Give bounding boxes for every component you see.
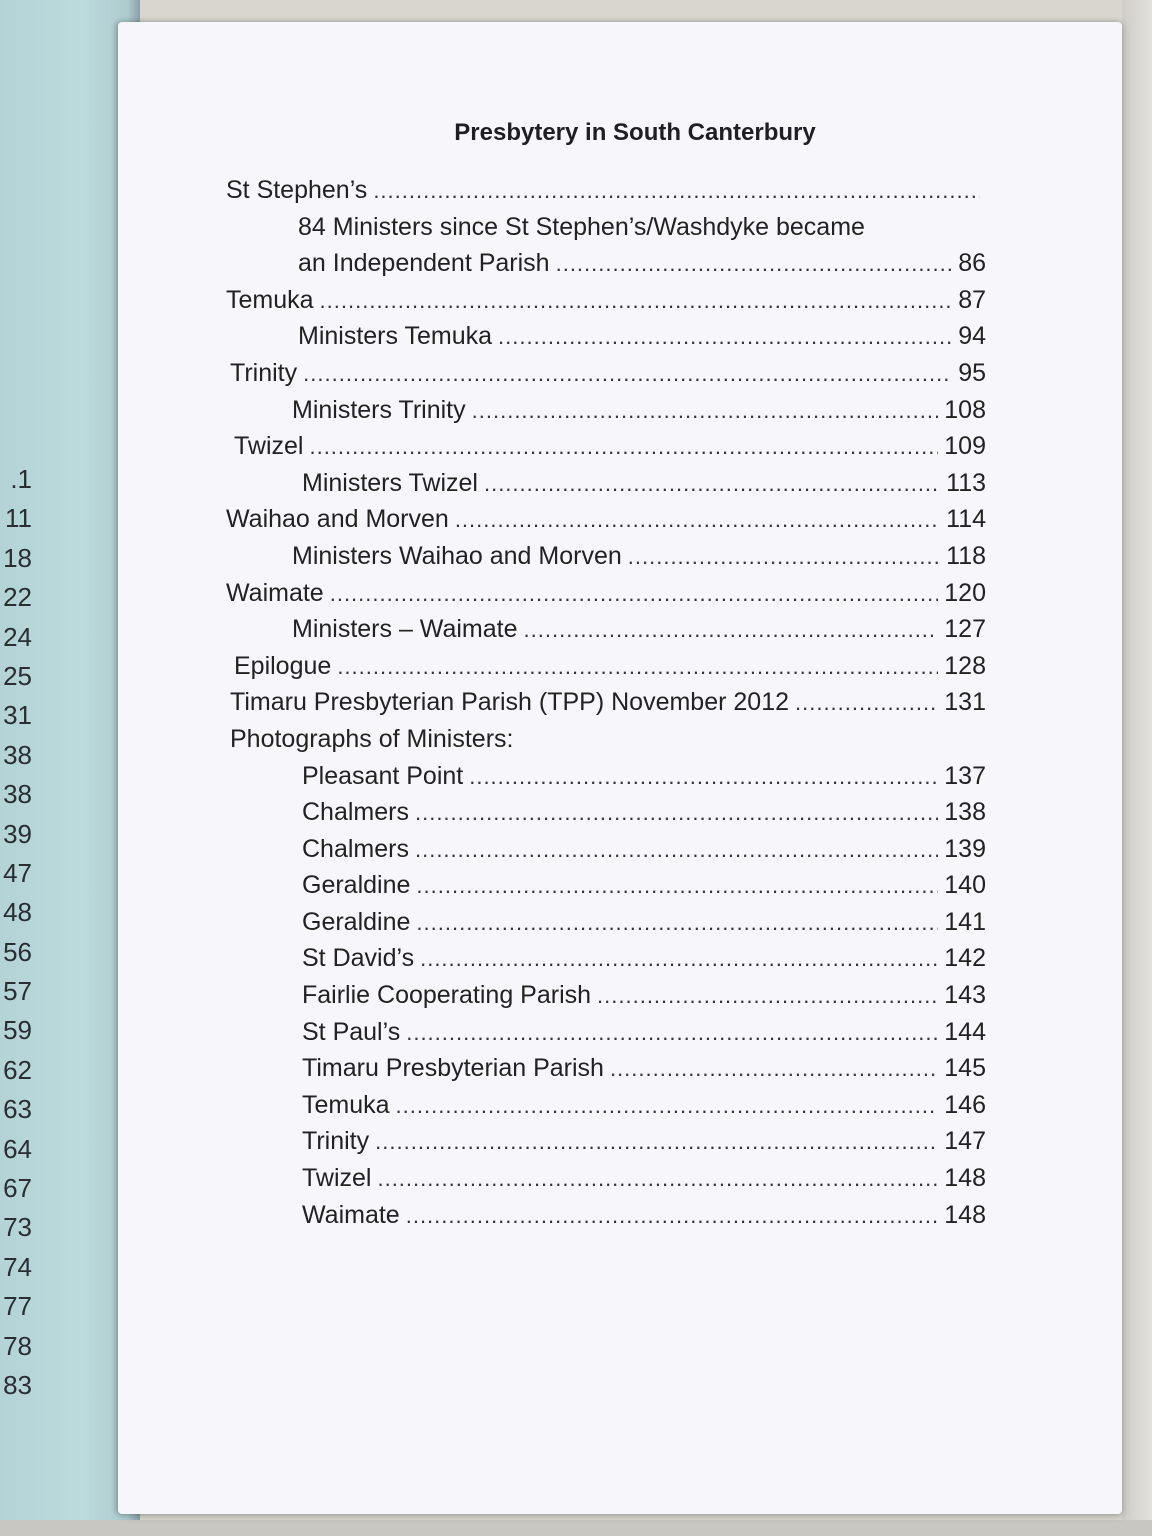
- previous-page-number: 78: [3, 1330, 32, 1361]
- toc-entry-label: Epilogue: [234, 651, 332, 680]
- dot-leader: [415, 795, 938, 832]
- toc-entry-page-number: 140: [944, 871, 986, 900]
- previous-page-number: 56: [3, 936, 32, 967]
- toc-entry: [226, 501, 986, 538]
- toc-entry: [226, 758, 986, 795]
- previous-page-number: 31: [3, 700, 32, 731]
- toc-entry-page-number: 108: [944, 395, 986, 424]
- toc-entry-label: 84 Ministers since St Stephen’s/Washdyke became: [298, 212, 865, 241]
- toc-entry: [226, 209, 986, 246]
- toc-entry-label: St David’s: [302, 944, 415, 973]
- toc-entry-label: Timaru Presbyterian Parish (TPP) November 2012: [230, 688, 789, 717]
- toc-entry-page-number: 118: [946, 541, 986, 570]
- previous-page-number: 77: [3, 1291, 32, 1322]
- previous-page-number: 24: [3, 621, 32, 652]
- toc-entry-page-number: 145: [944, 1054, 986, 1083]
- toc-entry: [226, 611, 986, 648]
- toc-entry-page-number: 142: [944, 944, 986, 973]
- toc-entry-page-number: 87: [958, 285, 986, 314]
- previous-page-number: 11: [5, 503, 32, 534]
- contents-page: [118, 22, 1122, 1514]
- previous-page-number: 59: [3, 1015, 32, 1046]
- toc-entry-label: Photographs of Ministers:: [230, 724, 514, 753]
- toc-entry: [226, 1087, 986, 1124]
- toc-entry-page-number: 141: [944, 907, 986, 936]
- dot-leader: [455, 502, 940, 539]
- toc-entry-label: Timaru Presbyterian Parish: [302, 1054, 604, 1083]
- toc-entry-label: Ministers – Waimate: [292, 615, 518, 644]
- dot-leader: [498, 319, 952, 356]
- toc-entry: [226, 575, 986, 612]
- toc-entry-page-number: 137: [944, 761, 986, 790]
- previous-page-number: 64: [3, 1133, 32, 1164]
- toc-entry: [226, 172, 986, 209]
- toc-entry-page-number: 148: [944, 1200, 986, 1229]
- dot-leader: [377, 1161, 938, 1198]
- previous-page-number: 25: [3, 660, 32, 691]
- previous-page-number: 38: [3, 779, 32, 810]
- previous-page-number: .1: [10, 464, 32, 494]
- dot-leader: [320, 283, 953, 320]
- dot-leader: [416, 868, 938, 905]
- toc-entry-label: Waihao and Morven: [226, 505, 449, 534]
- toc-entry: [234, 428, 986, 465]
- previous-page-number: 39: [3, 818, 32, 849]
- toc-entry: [226, 1197, 986, 1234]
- table-of-contents: [226, 172, 986, 1233]
- previous-page-numbers: [0, 460, 40, 1405]
- toc-entry-page-number: 148: [944, 1164, 986, 1193]
- toc-entry: [226, 794, 986, 831]
- toc-entry-label: Geraldine: [302, 871, 411, 900]
- toc-entry: [226, 538, 986, 575]
- previous-page-number: 73: [3, 1212, 32, 1243]
- dot-leader: [472, 393, 939, 430]
- toc-entry: [226, 318, 986, 355]
- toc-entry-label: Trinity: [302, 1127, 370, 1156]
- toc-entry-label: Temuka: [302, 1090, 390, 1119]
- toc-entry: [226, 1014, 986, 1051]
- dot-leader: [484, 466, 940, 503]
- toc-entry: [230, 355, 986, 392]
- previous-page-number: 47: [3, 857, 32, 888]
- toc-entry-page-number: 131: [944, 688, 986, 717]
- previous-page-number: 62: [3, 1054, 32, 1085]
- dot-leader: [628, 539, 940, 576]
- toc-entry-label: Waimate: [226, 578, 324, 607]
- toc-entry-label: Ministers Trinity: [292, 395, 466, 424]
- toc-entry-page-number: 146: [944, 1090, 986, 1119]
- dot-leader: [406, 1198, 939, 1235]
- toc-entry: [226, 465, 986, 502]
- toc-entry-page-number: 128: [944, 651, 986, 680]
- toc-entry: [226, 831, 986, 868]
- toc-entry-page-number: 120: [944, 578, 986, 607]
- dot-leader: [373, 173, 980, 210]
- toc-entry: [226, 904, 986, 941]
- toc-entry-page-number: 86: [958, 249, 986, 278]
- toc-entry: [226, 1050, 986, 1087]
- toc-entry-label: Twizel: [302, 1164, 372, 1193]
- toc-entry-label: Pleasant Point: [302, 761, 464, 790]
- dot-leader: [375, 1124, 938, 1161]
- toc-entry-label: Temuka: [226, 285, 314, 314]
- dot-leader: [597, 978, 938, 1015]
- dot-leader: [415, 832, 938, 869]
- dot-leader: [396, 1088, 939, 1125]
- toc-entry-label: St Paul’s: [302, 1017, 401, 1046]
- toc-entry-label: Trinity: [230, 358, 298, 387]
- dot-leader: [795, 685, 938, 722]
- previous-page-number: 57: [3, 976, 32, 1007]
- toc-entry-label: Chalmers: [302, 834, 409, 863]
- previous-page-number: 67: [3, 1173, 32, 1204]
- dot-leader: [610, 1051, 938, 1088]
- dot-leader: [337, 649, 938, 686]
- toc-entry-label: Ministers Waihao and Morven: [292, 541, 622, 570]
- dot-leader: [330, 576, 939, 613]
- previous-page-number: 63: [3, 1094, 32, 1125]
- toc-entry-page-number: 113: [946, 468, 986, 497]
- toc-entry: [226, 940, 986, 977]
- toc-entry: [226, 1160, 986, 1197]
- toc-entry-label: Ministers Twizel: [302, 468, 478, 497]
- toc-entry-label: an Independent Parish: [298, 249, 550, 278]
- toc-entry-label: Ministers Temuka: [298, 322, 493, 351]
- toc-entry: [226, 977, 986, 1014]
- dot-leader: [406, 1015, 938, 1052]
- toc-entry-page-number: 143: [944, 981, 986, 1010]
- toc-entry-label: Twizel: [234, 432, 304, 461]
- toc-entry-label: Waimate: [302, 1200, 400, 1229]
- toc-entry-page-number: 95: [958, 358, 986, 387]
- toc-entry-label: Geraldine: [302, 907, 411, 936]
- table-surface-bottom: [0, 1520, 1152, 1536]
- toc-entry-page-number: 144: [944, 1017, 986, 1046]
- dot-leader: [303, 356, 952, 393]
- dot-leader: [309, 429, 938, 466]
- toc-entry-label: Chalmers: [302, 798, 409, 827]
- dot-leader: [524, 612, 939, 649]
- toc-entry: [230, 721, 986, 758]
- toc-entry: [226, 245, 986, 282]
- toc-entry-page-number: 138: [944, 798, 986, 827]
- previous-page-number: 83: [3, 1369, 32, 1400]
- toc-entry: [230, 684, 986, 721]
- toc-entry-page-number: 94: [958, 322, 986, 351]
- toc-entry-page-number: 139: [944, 834, 986, 863]
- toc-entry-label: Fairlie Cooperating Parish: [302, 981, 592, 1010]
- toc-entry-page-number: 114: [946, 505, 986, 534]
- previous-page-number: 22: [3, 582, 32, 613]
- table-surface-right: [1122, 0, 1152, 1536]
- dot-leader: [556, 246, 953, 283]
- toc-entry-page-number: 127: [944, 615, 986, 644]
- previous-page-number: 74: [3, 1251, 32, 1282]
- toc-entry: [234, 648, 986, 685]
- toc-entry-label: St Stephen’s: [226, 176, 368, 204]
- dot-leader: [416, 905, 938, 942]
- toc-entry: [226, 392, 986, 429]
- toc-entry: [226, 1123, 986, 1160]
- dot-leader: [469, 759, 938, 796]
- page-title: Presbytery in South Canterbury: [454, 119, 816, 146]
- toc-entry-page-number: 109: [944, 432, 986, 461]
- dot-leader: [420, 941, 938, 978]
- toc-entry: [226, 867, 986, 904]
- toc-entry-page-number: 147: [944, 1127, 986, 1156]
- previous-page-number: 18: [3, 542, 32, 573]
- previous-page-number: 38: [3, 739, 32, 770]
- previous-page-number: 48: [3, 897, 32, 928]
- toc-entry: [226, 282, 986, 319]
